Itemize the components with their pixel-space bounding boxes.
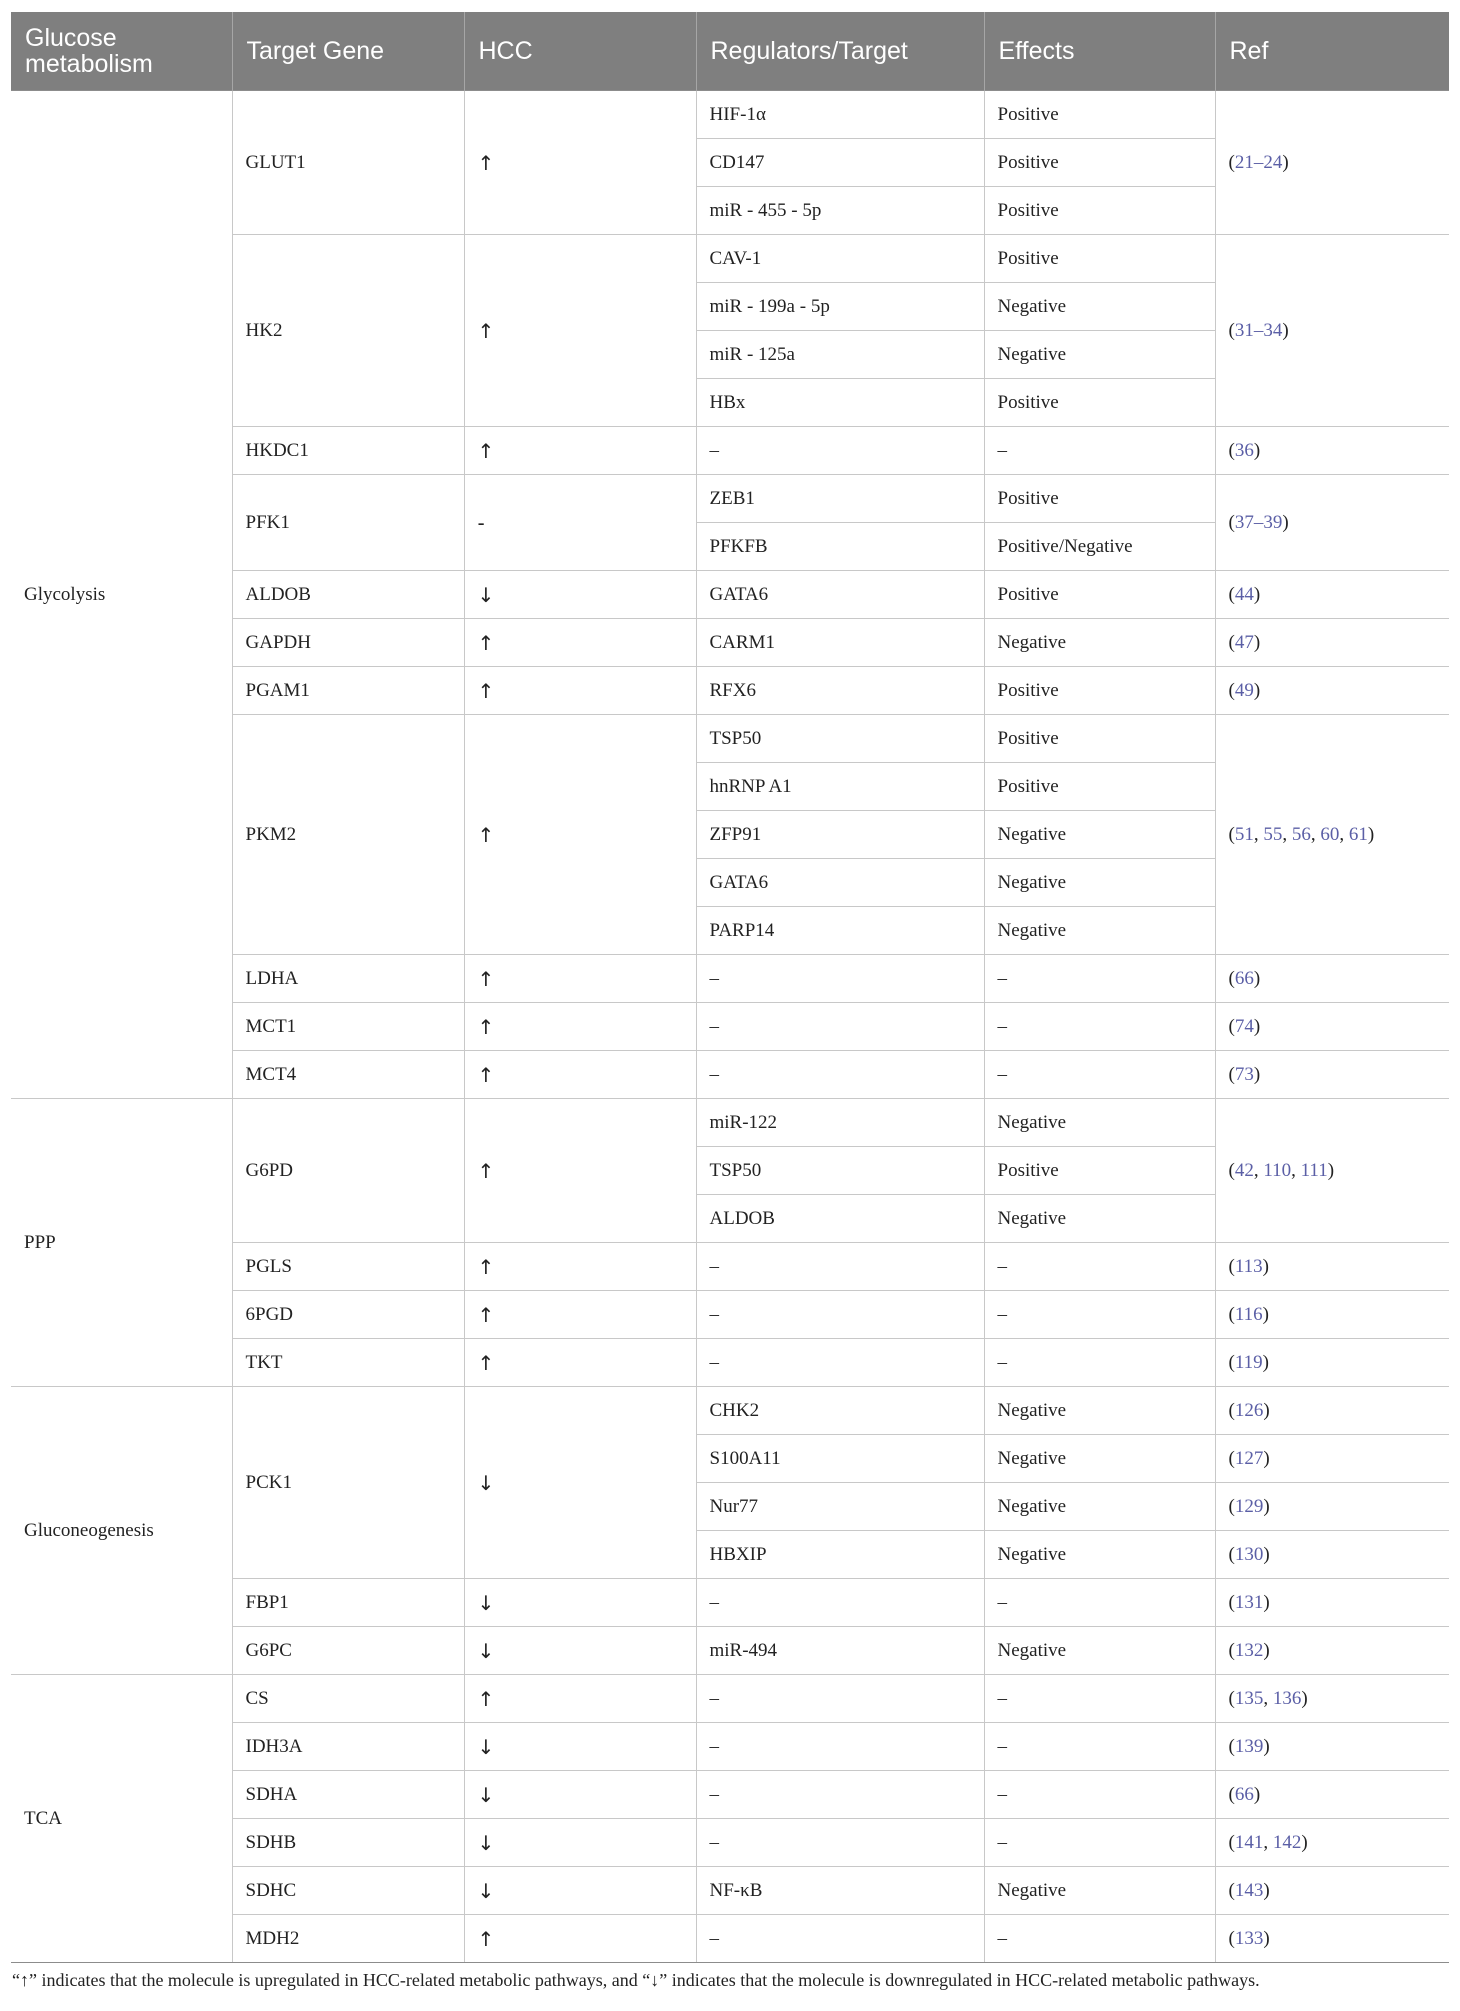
ref-text: , — [1263, 1687, 1273, 1709]
effect-cell: – — [984, 1243, 1215, 1291]
target-gene-cell: TKT — [232, 1339, 464, 1387]
pathway-cell: Glycolysis — [11, 91, 232, 1099]
regulator-cell: NF-κB — [696, 1867, 984, 1915]
ref-text: ( — [1228, 439, 1235, 461]
ref-text: , — [1263, 1831, 1273, 1853]
target-gene-cell: MCT1 — [232, 1003, 464, 1051]
target-gene-cell: 6PGD — [232, 1291, 464, 1339]
ref-link[interactable]: 56 — [1291, 823, 1311, 845]
ref-text: ) — [1263, 1639, 1270, 1661]
ref-text: ) — [1282, 151, 1289, 173]
ref-link[interactable]: 133 — [1234, 1927, 1264, 1949]
ref-link[interactable]: 116 — [1234, 1303, 1263, 1325]
ref-link[interactable]: 111 — [1300, 1159, 1328, 1181]
effect-cell: Positive — [984, 91, 1215, 139]
hcc-regulation-cell: ↑ — [464, 1339, 696, 1387]
ref-text: ) — [1253, 679, 1261, 701]
ref-link[interactable]: 51 — [1234, 823, 1254, 845]
regulator-cell: miR-494 — [696, 1627, 984, 1675]
ref-cell — [1215, 715, 1449, 955]
ref-text: ) — [1263, 1399, 1270, 1421]
effect-cell: Negative — [984, 1195, 1215, 1243]
ref-text: ( — [1228, 1639, 1235, 1661]
table-header — [11, 12, 1449, 91]
ref-link[interactable]: 130 — [1234, 1543, 1264, 1565]
ref-cell — [1215, 1243, 1449, 1291]
ref-link[interactable]: 47 — [1234, 631, 1254, 653]
effect-cell: – — [984, 1723, 1215, 1771]
effect-cell: Negative — [984, 859, 1215, 907]
ref-link[interactable]: 135 — [1234, 1687, 1264, 1709]
ref-text: ) — [1253, 1783, 1261, 1805]
hcc-regulation-cell: ↓ — [464, 1771, 696, 1819]
ref-text: ) — [1282, 511, 1289, 533]
ref-cell — [1215, 1099, 1449, 1243]
ref-link[interactable]: 110 — [1263, 1159, 1292, 1181]
header-glucose-metabolism: Glucose metabolism — [11, 12, 232, 91]
effect-cell: Positive — [984, 1147, 1215, 1195]
ref-text: ( — [1228, 631, 1235, 653]
ref-text: ( — [1228, 1399, 1235, 1421]
ref-text: ( — [1228, 1927, 1235, 1949]
regulator-cell: ZFP91 — [696, 811, 984, 859]
effect-cell: Negative — [984, 1867, 1215, 1915]
ref-text: ( — [1228, 1447, 1235, 1469]
ref-text: , — [1310, 823, 1321, 845]
regulator-cell: miR - 199a - 5p — [696, 283, 984, 331]
header-target-gene: Target Gene — [232, 12, 464, 91]
target-gene-cell: PGAM1 — [232, 667, 464, 715]
target-gene-cell: G6PD — [232, 1099, 464, 1243]
ref-text: ( — [1228, 1735, 1235, 1757]
regulator-cell: CHK2 — [696, 1387, 984, 1435]
ref-link[interactable]: 127 — [1234, 1447, 1264, 1469]
regulator-cell: GATA6 — [696, 571, 984, 619]
target-gene-cell: PGLS — [232, 1243, 464, 1291]
hcc-regulation-cell: ↓ — [464, 1723, 696, 1771]
ref-cell — [1215, 91, 1449, 235]
table-row — [11, 1099, 1449, 1147]
effect-cell: Negative — [984, 331, 1215, 379]
ref-link[interactable]: 61 — [1348, 823, 1368, 845]
ref-cell — [1215, 1003, 1449, 1051]
effect-cell: Negative — [984, 283, 1215, 331]
ref-text: ( — [1228, 679, 1235, 701]
ref-text: ) — [1253, 1015, 1261, 1037]
target-gene-cell: GAPDH — [232, 619, 464, 667]
table-row — [11, 1387, 1449, 1435]
ref-link[interactable]: 129 — [1234, 1495, 1264, 1517]
effect-cell: Positive — [984, 475, 1215, 523]
metabolism-table-container — [11, 12, 1449, 1963]
effect-cell: Negative — [984, 811, 1215, 859]
regulator-cell: S100A11 — [696, 1435, 984, 1483]
effect-cell: Negative — [984, 1099, 1215, 1147]
header-hcc: HCC — [464, 12, 696, 91]
regulator-cell: TSP50 — [696, 715, 984, 763]
ref-link[interactable]: 60 — [1320, 823, 1340, 845]
ref-text: ( — [1228, 1495, 1235, 1517]
effect-cell: – — [984, 1771, 1215, 1819]
ref-text: , — [1253, 823, 1264, 845]
effect-cell: Positive — [984, 715, 1215, 763]
ref-cell — [1215, 1579, 1449, 1627]
ref-text: ) — [1253, 631, 1261, 653]
ref-cell — [1215, 667, 1449, 715]
glucose-metabolism-table — [11, 12, 1449, 1963]
regulator-cell: hnRNP A1 — [696, 763, 984, 811]
hcc-regulation-cell: ↑ — [464, 427, 696, 475]
ref-link[interactable]: 55 — [1263, 823, 1283, 845]
ref-text: ) — [1253, 967, 1261, 989]
header-ref: Ref — [1215, 12, 1449, 91]
hcc-regulation-cell: ↓ — [464, 1867, 696, 1915]
ref-text: ) — [1263, 1879, 1270, 1901]
ref-cell — [1215, 1435, 1449, 1483]
ref-text: ) — [1262, 1303, 1269, 1325]
ref-text: ) — [1301, 1687, 1308, 1709]
header-effects: Effects — [984, 12, 1215, 91]
target-gene-cell: LDHA — [232, 955, 464, 1003]
pathway-cell: TCA — [11, 1675, 232, 1963]
regulator-cell: RFX6 — [696, 667, 984, 715]
target-gene-cell: FBP1 — [232, 1579, 464, 1627]
ref-link[interactable]: 49 — [1234, 679, 1254, 701]
effect-cell: Positive — [984, 235, 1215, 283]
ref-cell — [1215, 1483, 1449, 1531]
ref-text: ( — [1228, 1351, 1235, 1373]
target-gene-cell: CS — [232, 1675, 464, 1723]
target-gene-cell: PCK1 — [232, 1387, 464, 1579]
target-gene-cell: SDHA — [232, 1771, 464, 1819]
ref-text: , — [1253, 1159, 1264, 1181]
ref-link[interactable]: 139 — [1234, 1735, 1264, 1757]
ref-link[interactable]: 132 — [1234, 1639, 1264, 1661]
ref-text: ) — [1263, 1495, 1270, 1517]
pathway-cell: Gluconeogenesis — [11, 1387, 232, 1675]
effect-cell: Positive — [984, 139, 1215, 187]
table-footnote: “↑” indicates that the molecule is upregulated in HCC-related metabolic pathways, and “↓” indicates that the molecule is downregulated in HCC-related metabolic pathways. — [12, 1970, 1260, 1990]
effect-cell: – — [984, 1339, 1215, 1387]
ref-text: ) — [1262, 1351, 1269, 1373]
header-row — [11, 12, 1449, 91]
ref-text: ( — [1228, 1591, 1235, 1613]
target-gene-cell: MCT4 — [232, 1051, 464, 1099]
ref-text: ( — [1228, 583, 1235, 605]
hcc-regulation-cell: ↑ — [464, 1051, 696, 1099]
hcc-regulation-cell: ↑ — [464, 235, 696, 427]
ref-link[interactable]: 126 — [1234, 1399, 1264, 1421]
ref-text: ) — [1263, 1735, 1270, 1757]
hcc-regulation-cell: ↑ — [464, 1675, 696, 1723]
hcc-regulation-cell: ↑ — [464, 1243, 696, 1291]
ref-text: ( — [1228, 967, 1235, 989]
ref-cell — [1215, 619, 1449, 667]
regulator-cell: – — [696, 1771, 984, 1819]
regulator-cell: – — [696, 1819, 984, 1867]
ref-cell — [1215, 571, 1449, 619]
ref-text: ( — [1228, 1303, 1235, 1325]
ref-text: ) — [1253, 439, 1261, 461]
regulator-cell: – — [696, 955, 984, 1003]
ref-text: ) — [1282, 319, 1289, 341]
hcc-regulation-cell: ↓ — [464, 1579, 696, 1627]
ref-text: ( — [1228, 1543, 1235, 1565]
regulator-cell: GATA6 — [696, 859, 984, 907]
regulator-cell: HIF-1α — [696, 91, 984, 139]
regulator-cell: PARP14 — [696, 907, 984, 955]
effect-cell: Negative — [984, 907, 1215, 955]
ref-text: ) — [1327, 1159, 1335, 1181]
ref-text: , — [1291, 1159, 1301, 1181]
regulator-cell: – — [696, 1291, 984, 1339]
regulator-cell: – — [696, 1339, 984, 1387]
regulator-cell: – — [696, 1579, 984, 1627]
hcc-regulation-cell: ↑ — [464, 1291, 696, 1339]
ref-link[interactable]: 66 — [1234, 1783, 1254, 1805]
hcc-regulation-cell: ↑ — [464, 715, 696, 955]
ref-cell — [1215, 427, 1449, 475]
regulator-cell: – — [696, 427, 984, 475]
hcc-regulation-cell: ↓ — [464, 1819, 696, 1867]
ref-cell — [1215, 1867, 1449, 1915]
effect-cell: – — [984, 1003, 1215, 1051]
ref-text: ) — [1263, 1447, 1270, 1469]
ref-link[interactable]: 143 — [1234, 1879, 1264, 1901]
regulator-cell: – — [696, 1051, 984, 1099]
ref-link[interactable]: 141 — [1234, 1831, 1264, 1853]
ref-link[interactable]: 44 — [1234, 583, 1254, 605]
target-gene-cell: PFK1 — [232, 475, 464, 571]
ref-text: ( — [1228, 1783, 1235, 1805]
ref-link[interactable]: 131 — [1234, 1591, 1264, 1613]
effect-cell: – — [984, 1675, 1215, 1723]
ref-cell — [1215, 235, 1449, 427]
table-row — [11, 91, 1449, 139]
hcc-regulation-cell: ↓ — [464, 1387, 696, 1579]
regulator-cell: ALDOB — [696, 1195, 984, 1243]
ref-link[interactable]: 113 — [1234, 1255, 1263, 1277]
hcc-regulation-cell: ↑ — [464, 619, 696, 667]
ref-cell — [1215, 955, 1449, 1003]
ref-cell — [1215, 1387, 1449, 1435]
ref-cell — [1215, 1531, 1449, 1579]
regulator-cell: HBXIP — [696, 1531, 984, 1579]
hcc-regulation-cell: ↑ — [464, 1099, 696, 1243]
ref-text: ( — [1228, 823, 1235, 845]
effect-cell: – — [984, 1819, 1215, 1867]
pathway-cell: PPP — [11, 1099, 232, 1387]
ref-text: ) — [1253, 1063, 1261, 1085]
ref-link[interactable]: 142 — [1272, 1831, 1302, 1853]
effect-cell: Negative — [984, 1531, 1215, 1579]
ref-cell — [1215, 1915, 1449, 1963]
target-gene-cell: G6PC — [232, 1627, 464, 1675]
regulator-cell: – — [696, 1723, 984, 1771]
header-regulators-target: Regulators/Target — [696, 12, 984, 91]
target-gene-cell: SDHC — [232, 1867, 464, 1915]
ref-text: , — [1339, 823, 1349, 845]
regulator-cell: miR - 125a — [696, 331, 984, 379]
regulator-cell: – — [696, 1003, 984, 1051]
ref-text: ( — [1228, 1255, 1235, 1277]
effect-cell: – — [984, 1579, 1215, 1627]
ref-text: ( — [1228, 1159, 1235, 1181]
regulator-cell: miR-122 — [696, 1099, 984, 1147]
effect-cell: Positive — [984, 763, 1215, 811]
ref-link[interactable]: 37–39 — [1234, 511, 1283, 533]
ref-text: ( — [1228, 1879, 1235, 1901]
ref-link[interactable]: 136 — [1272, 1687, 1302, 1709]
target-gene-cell: HKDC1 — [232, 427, 464, 475]
effect-cell: – — [984, 1915, 1215, 1963]
effect-cell: Positive/Negative — [984, 523, 1215, 571]
ref-text: , — [1282, 823, 1292, 845]
target-gene-cell: ALDOB — [232, 571, 464, 619]
effect-cell: – — [984, 1051, 1215, 1099]
ref-cell — [1215, 1675, 1449, 1723]
hcc-regulation-cell: ↑ — [464, 1003, 696, 1051]
ref-text: ) — [1262, 1255, 1269, 1277]
ref-text: ( — [1228, 511, 1235, 533]
ref-cell — [1215, 475, 1449, 571]
hcc-regulation-cell: ↓ — [464, 1627, 696, 1675]
hcc-regulation-cell: ↓ — [464, 571, 696, 619]
ref-cell — [1215, 1627, 1449, 1675]
ref-text: ) — [1263, 1543, 1270, 1565]
regulator-cell: – — [696, 1243, 984, 1291]
effect-cell: Negative — [984, 619, 1215, 667]
effect-cell: – — [984, 427, 1215, 475]
ref-cell — [1215, 1339, 1449, 1387]
ref-cell — [1215, 1819, 1449, 1867]
ref-text: ) — [1263, 1927, 1270, 1949]
hcc-regulation-cell: ↑ — [464, 1915, 696, 1963]
regulator-cell: HBx — [696, 379, 984, 427]
regulator-cell: PFKFB — [696, 523, 984, 571]
hcc-regulation-cell: ↑ — [464, 91, 696, 235]
hcc-regulation-cell: ↑ — [464, 955, 696, 1003]
effect-cell: Negative — [984, 1483, 1215, 1531]
ref-text: ( — [1228, 151, 1235, 173]
effect-cell: – — [984, 1291, 1215, 1339]
target-gene-cell: SDHB — [232, 1819, 464, 1867]
target-gene-cell: PKM2 — [232, 715, 464, 955]
target-gene-cell: HK2 — [232, 235, 464, 427]
ref-text: ) — [1263, 1591, 1270, 1613]
ref-link[interactable]: 73 — [1234, 1063, 1254, 1085]
hcc-regulation-cell: - — [464, 475, 696, 571]
ref-text: ) — [1301, 1831, 1308, 1853]
target-gene-cell: GLUT1 — [232, 91, 464, 235]
regulator-cell: TSP50 — [696, 1147, 984, 1195]
hcc-regulation-cell: ↑ — [464, 667, 696, 715]
ref-text: ( — [1228, 1063, 1235, 1085]
ref-link[interactable]: 21–24 — [1234, 151, 1283, 173]
ref-text: ) — [1367, 823, 1375, 845]
regulator-cell: CD147 — [696, 139, 984, 187]
effect-cell: – — [984, 955, 1215, 1003]
effect-cell: Negative — [984, 1387, 1215, 1435]
regulator-cell: – — [696, 1675, 984, 1723]
ref-text: ( — [1228, 319, 1235, 341]
ref-cell — [1215, 1291, 1449, 1339]
table-bottom-rule — [11, 1962, 1449, 1963]
effect-cell: Positive — [984, 571, 1215, 619]
ref-link[interactable]: 66 — [1234, 967, 1254, 989]
ref-link[interactable]: 31–34 — [1234, 319, 1283, 341]
target-gene-cell: MDH2 — [232, 1915, 464, 1963]
regulator-cell: – — [696, 1915, 984, 1963]
ref-text: ) — [1253, 583, 1261, 605]
effect-cell: Positive — [984, 379, 1215, 427]
effect-cell: Positive — [984, 667, 1215, 715]
ref-cell — [1215, 1771, 1449, 1819]
ref-cell — [1215, 1051, 1449, 1099]
ref-link[interactable]: 119 — [1234, 1351, 1263, 1373]
target-gene-cell: IDH3A — [232, 1723, 464, 1771]
table-row — [11, 1675, 1449, 1723]
regulator-cell: ZEB1 — [696, 475, 984, 523]
regulator-cell: CARM1 — [696, 619, 984, 667]
regulator-cell: CAV-1 — [696, 235, 984, 283]
ref-link[interactable]: 42 — [1234, 1159, 1254, 1181]
effect-cell: Positive — [984, 187, 1215, 235]
effect-cell: Negative — [984, 1435, 1215, 1483]
effect-cell: Negative — [984, 1627, 1215, 1675]
regulator-cell: Nur77 — [696, 1483, 984, 1531]
ref-text: ( — [1228, 1831, 1235, 1853]
ref-cell — [1215, 1723, 1449, 1771]
table-body — [11, 91, 1449, 1963]
ref-text: ( — [1228, 1687, 1235, 1709]
regulator-cell: miR - 455 - 5p — [696, 187, 984, 235]
ref-text: ( — [1228, 1015, 1235, 1037]
ref-link[interactable]: 36 — [1234, 439, 1254, 461]
ref-link[interactable]: 74 — [1234, 1015, 1254, 1037]
